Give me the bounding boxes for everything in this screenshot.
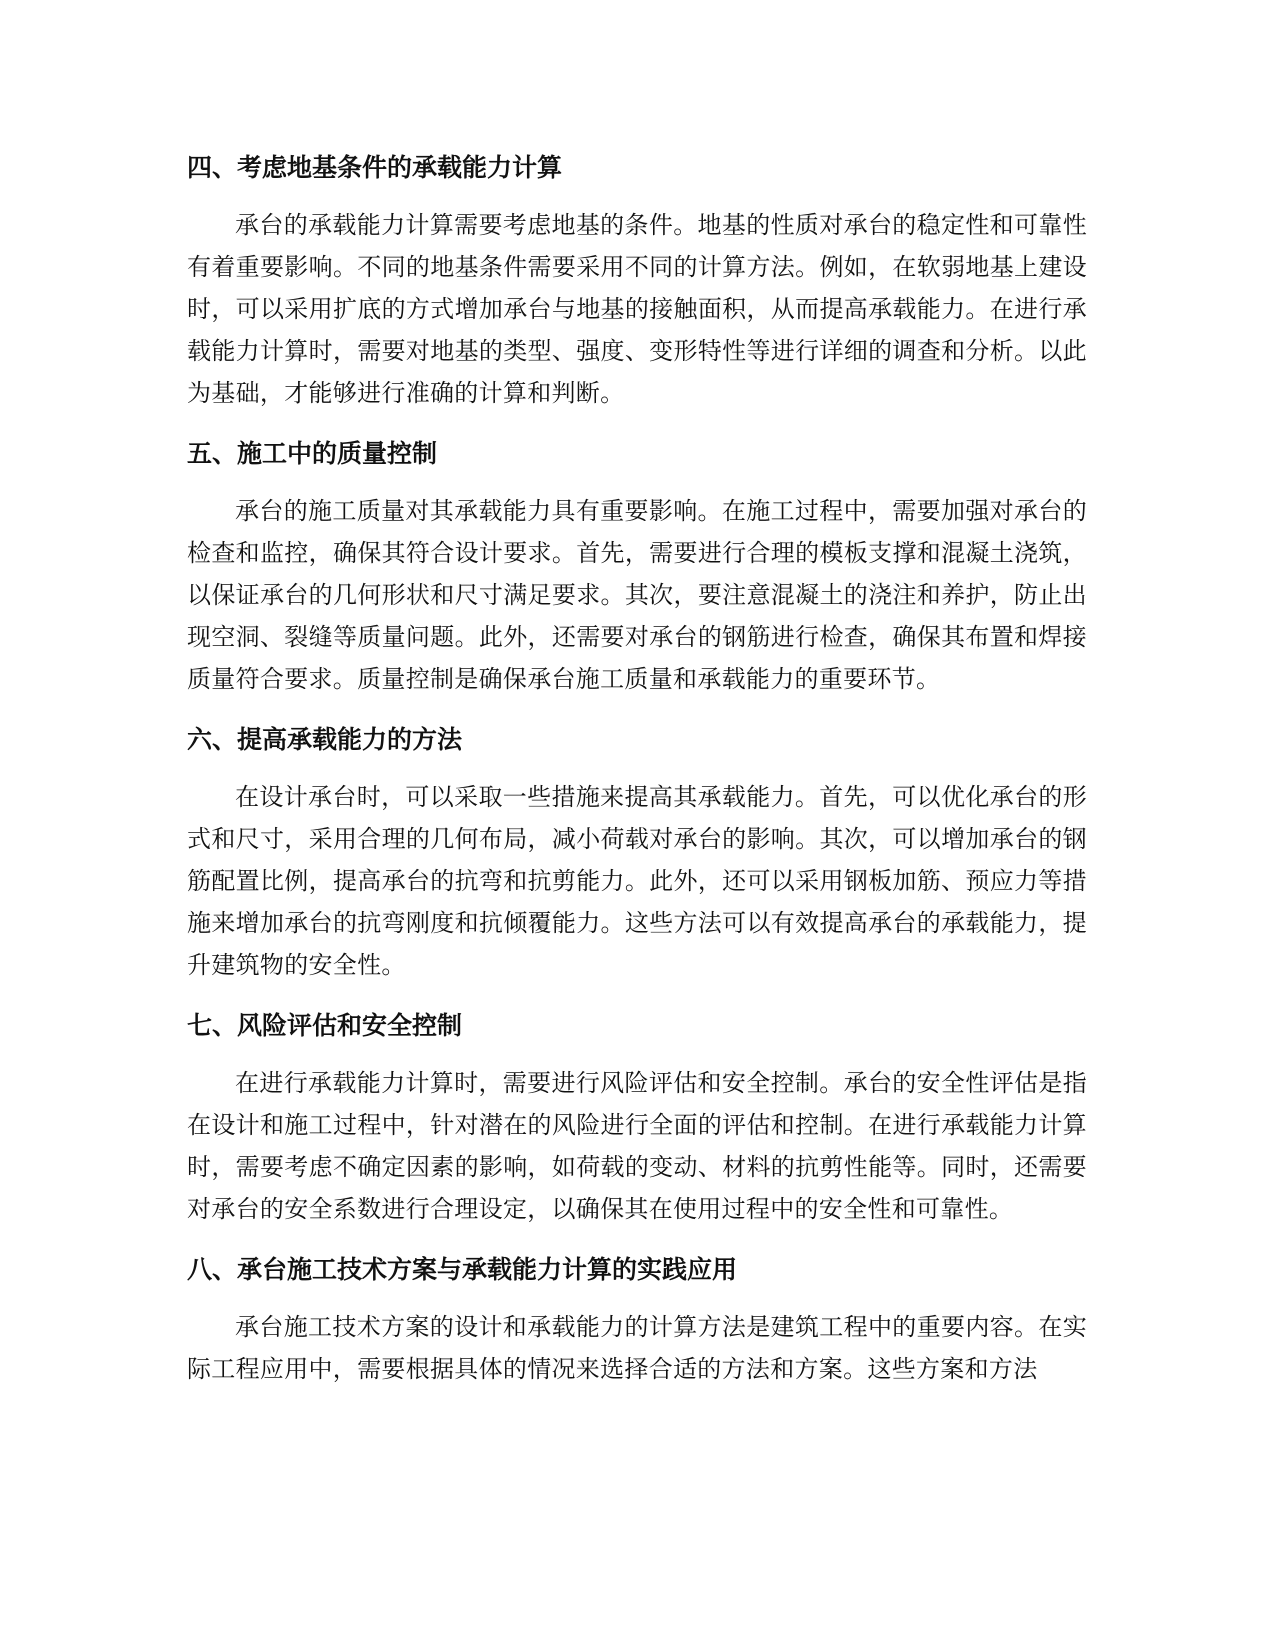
section-7 bbox=[187, 1004, 1087, 1230]
section-paragraph: 承台的施工质量对其承载能力具有重要影响。在施工过程中，需要加强对承台的检查和监控，确保其符合设计要求。首先，需要进行合理的模板支撑和混凝土浇筑，以保证承台的几何形状和尺寸满足要求。其次，要注意混凝土的浇注和养护，防止出现空洞、裂缝等质量问题。此外，还需要对承台的钢筋进行检查，确保其布置和焊接质量符合要求。质量控制是确保承台施工质量和承载能力的重要环节。 bbox=[187, 497, 1087, 693]
document-body bbox=[187, 146, 1087, 1408]
section-heading: 六、提高承载能力的方法 bbox=[187, 725, 463, 754]
section-heading: 五、施工中的质量控制 bbox=[187, 439, 438, 468]
section-heading: 八、承台施工技术方案与承载能力计算的实践应用 bbox=[187, 1255, 738, 1284]
section-6 bbox=[187, 718, 1087, 986]
section-paragraph: 承台施工技术方案的设计和承载能力的计算方法是建筑工程中的重要内容。在实际工程应用中，需要根据具体的情况来选择合适的方法和方案。这些方案和方法 bbox=[187, 1313, 1087, 1383]
section-paragraph: 在设计承台时，可以采取一些措施来提高其承载能力。首先，可以优化承台的形式和尺寸，采用合理的几何布局，减小荷载对承台的影响。其次，可以增加承台的钢筋配置比例，提高承台的抗弯和抗剪能力。此外，还可以采用钢板加筋、预应力等措施来增加承台的抗弯刚度和抗倾覆能力。这些方法可以有效提高承台的承载能力，提升建筑物的安全性。 bbox=[187, 783, 1087, 979]
section-heading: 七、风险评估和安全控制 bbox=[187, 1011, 463, 1040]
section-heading: 四、考虑地基条件的承载能力计算 bbox=[187, 153, 563, 182]
section-paragraph: 承台的承载能力计算需要考虑地基的条件。地基的性质对承台的稳定性和可靠性有着重要影响。不同的地基条件需要采用不同的计算方法。例如，在软弱地基上建设时，可以采用扩底的方式增加承台与地基的接触面积，从而提高承载能力。在进行承载能力计算时，需要对地基的类型、强度、变形特性等进行详细的调查和分析。以此为基础，才能够进行准确的计算和判断。 bbox=[187, 211, 1087, 407]
section-5 bbox=[187, 432, 1087, 700]
section-4 bbox=[187, 146, 1087, 414]
section-8 bbox=[187, 1248, 1087, 1390]
section-paragraph: 在进行承载能力计算时，需要进行风险评估和安全控制。承台的安全性评估是指在设计和施工过程中，针对潜在的风险进行全面的评估和控制。在进行承载能力计算时，需要考虑不确定因素的影响，如荷载的变动、材料的抗剪性能等。同时，还需要对承台的安全系数进行合理设定，以确保其在使用过程中的安全性和可靠性。 bbox=[187, 1069, 1087, 1223]
